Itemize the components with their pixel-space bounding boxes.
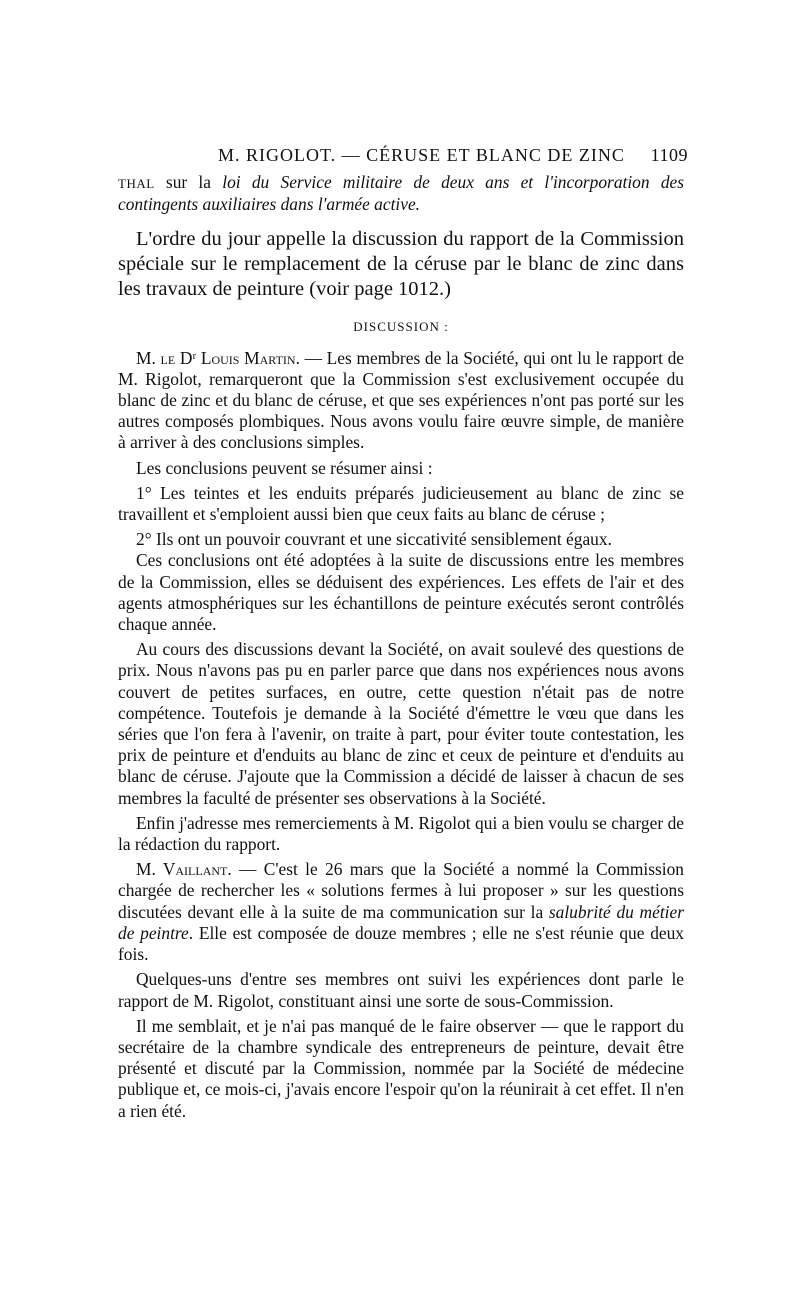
page-body [118, 172, 684, 1122]
order-of-day: L'ordre du jour appelle la discussion du rapport de la Commission spéciale sur le remplacement de la céruse par le blanc de zinc dans les travaux de peinture (voir page 1012.) [118, 228, 684, 301]
vaillant-italic: salubrité du métier de peintre [118, 901, 684, 943]
intro-text: sur la [154, 172, 223, 192]
martin-paragraph-2: Les conclusions peuvent se résumer ainsi : [136, 457, 433, 478]
intro-lead: THAL [118, 176, 155, 191]
vaillant-text-1a: — C'est le 26 mars que la Société a nommé la Commission chargée de rechercher les « solutions fermes à lui proposer » sur les questions discutées devant elle à la suite de ma communication sur la [118, 859, 684, 922]
martin-paragraph-4: 2° Ils ont un pouvoir couvrant et une siccativité sensiblement égaux. [136, 529, 612, 550]
martin-text-1: — Les membres de la Société, qui ont lu le rapport de M. Rigolot, remarqueront que la Commission s'est exclusivement occupée du blanc de zinc et du blanc de céruse, et que ses expériences n'ont pas porté sur les autres composés plombiques. Nous avons voulu faire œuvre simple, de manière à arriver à des conclusions simples. [118, 347, 685, 453]
martin-paragraph-7: Enfin j'adresse mes remerciements à M. Rigolot qui a bien voulu se charger de la rédaction du rapport. [118, 812, 684, 855]
intro-paragraph [118, 172, 684, 215]
intro-italic: loi du Service militaire de deux ans et l'incorporation des contingents auxiliaires dans l'armée active. [118, 172, 684, 215]
discussion-heading: DISCUSSION : [353, 319, 449, 335]
speaker-martin: M. le Dʳ Louis Martin. [136, 347, 300, 368]
martin-paragraph-3: 1° Les teintes et les enduits préparés judicieusement au blanc de zinc se travaillent et s'emploient aussi bien que ceux faits au blanc de céruse ; [118, 482, 684, 525]
vaillant-paragraph-3: Il me semblait, et je n'ai pas manqué de le faire observer — que le rapport du secrétaire de la chambre syndicale des entrepreneurs de peinture, devait être présenté et discuté par la Commission, nommée par la Société de médecine publique et, ce mois-ci, j'avais encore l'espoir qu'on la réunirait à cet effet. Il n'en a rien été. [118, 1015, 684, 1121]
running-title: M. RIGOLOT. — CÉRUSE ET BLANC DE ZINC [218, 145, 625, 165]
martin-paragraph-5: Ces conclusions ont été adoptées à la suite de discussions entre les membres de la Commission, elles se déduisent des expériences. Les effets de l'air et des agents atmosphériques sur les échantillons de peinture exécutés seront contrôlés chaque année. [118, 550, 684, 635]
vaillant-paragraph-2: Quelques-uns d'entre ses membres ont suivi les expériences dont parle le rapport de M. Rigolot, constituant ainsi une sorte de sous-Commission. [118, 969, 684, 1011]
vaillant-text-1b: . Elle est composée de douze membres ; elle ne s'est réunie que deux fois. [118, 922, 684, 965]
martin-paragraph-6: Au cours des discussions devant la Société, on avait soulevé des questions de prix. Nous n'avons pas pu en parler parce que dans nos expériences nous avons couvert de petites surfaces, en outre, cette question n'était pas de notre compétence. Toutefois je demande à la Société d'émettre le vœu que dans les séries que l'on fera à l'avenir, on traite à part, pour éviter toute contestation, les prix de peinture et d'enduits au blanc de zinc et ceux de peinture et d'enduits au blanc de céruse. J'ajoute que la Commission a décidé de laisser à chacun de ses membres la faculté de présenter ses observations à la Société. [118, 639, 684, 808]
page-number: 1109 [650, 145, 688, 165]
vaillant-paragraph-1 [118, 859, 684, 965]
running-header [118, 145, 688, 166]
speaker-vaillant: M. Vaillant. [136, 859, 232, 880]
martin-paragraph-1 [118, 348, 684, 454]
